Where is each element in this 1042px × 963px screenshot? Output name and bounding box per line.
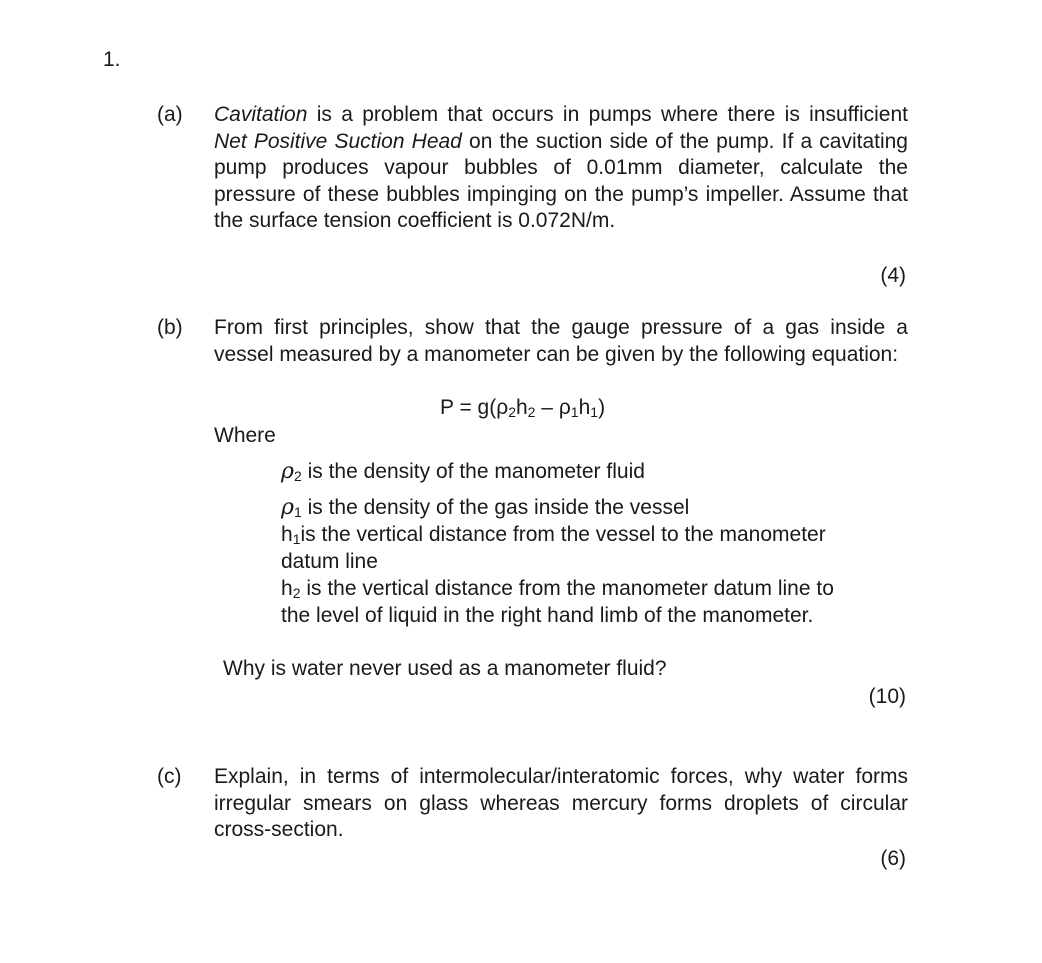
- where-label: Where: [214, 424, 276, 447]
- question-number: 1.: [103, 48, 121, 71]
- part-a-text-1: is a problem that occurs in pumps where there is insufficient: [307, 103, 908, 126]
- manometer-equation: $P = g(\rho_2h_2 - \rho_1h_1)$: [440, 396, 606, 420]
- definition-h2: $h_2$ is the vertical distance from the manometer datum line to the level of liquid in the right hand limb of the manometer.: [281, 577, 834, 627]
- part-c-text: Explain, in terms of intermolecular/interatomic forces, why water forms irregular smears on glass whereas mercury forms droplets of circular cross-section.: [214, 765, 908, 841]
- part-c-label: (c): [157, 765, 182, 788]
- definition-rho2: $\rho_2$ is the density of the manometer fluid: [281, 459, 645, 484]
- part-c-marks: (6): [880, 847, 906, 870]
- definition-h1: $h_1is$ the vertical distance from the vessel to the manometer datum line: [281, 523, 826, 573]
- rho-symbol: ρ: [281, 495, 294, 520]
- part-a-label: (a): [157, 103, 183, 126]
- part-b-intro: From first principles, show that the gauge pressure of a gas inside a vessel measured by a manometer can be given by the following equation:: [214, 316, 908, 366]
- definition-rho1: $\rho_1$ is the density of the gas inside the vessel: [281, 495, 690, 520]
- water-question: Why is water never used as a manometer fluid?: [223, 657, 667, 680]
- term-npsh: Net Positive Suction Head: [214, 129, 462, 153]
- rho-symbol: ρ: [281, 459, 294, 484]
- part-a-marks: (4): [880, 264, 906, 287]
- part-a-text: [214, 102, 908, 235]
- term-cavitation: Cavitation: [214, 103, 308, 126]
- part-b-label: (b): [157, 316, 183, 339]
- part-b-marks: (10): [868, 685, 906, 708]
- part-a-text-2: on the suction side of the pump. If a cavitating pump produces vapour bubbles of 0.01mm diameter, calculate the pressure of these bubbles impinging on the pump’s impeller. Assume that the surface tension coefficient is 0.072N/m.: [214, 129, 908, 232]
